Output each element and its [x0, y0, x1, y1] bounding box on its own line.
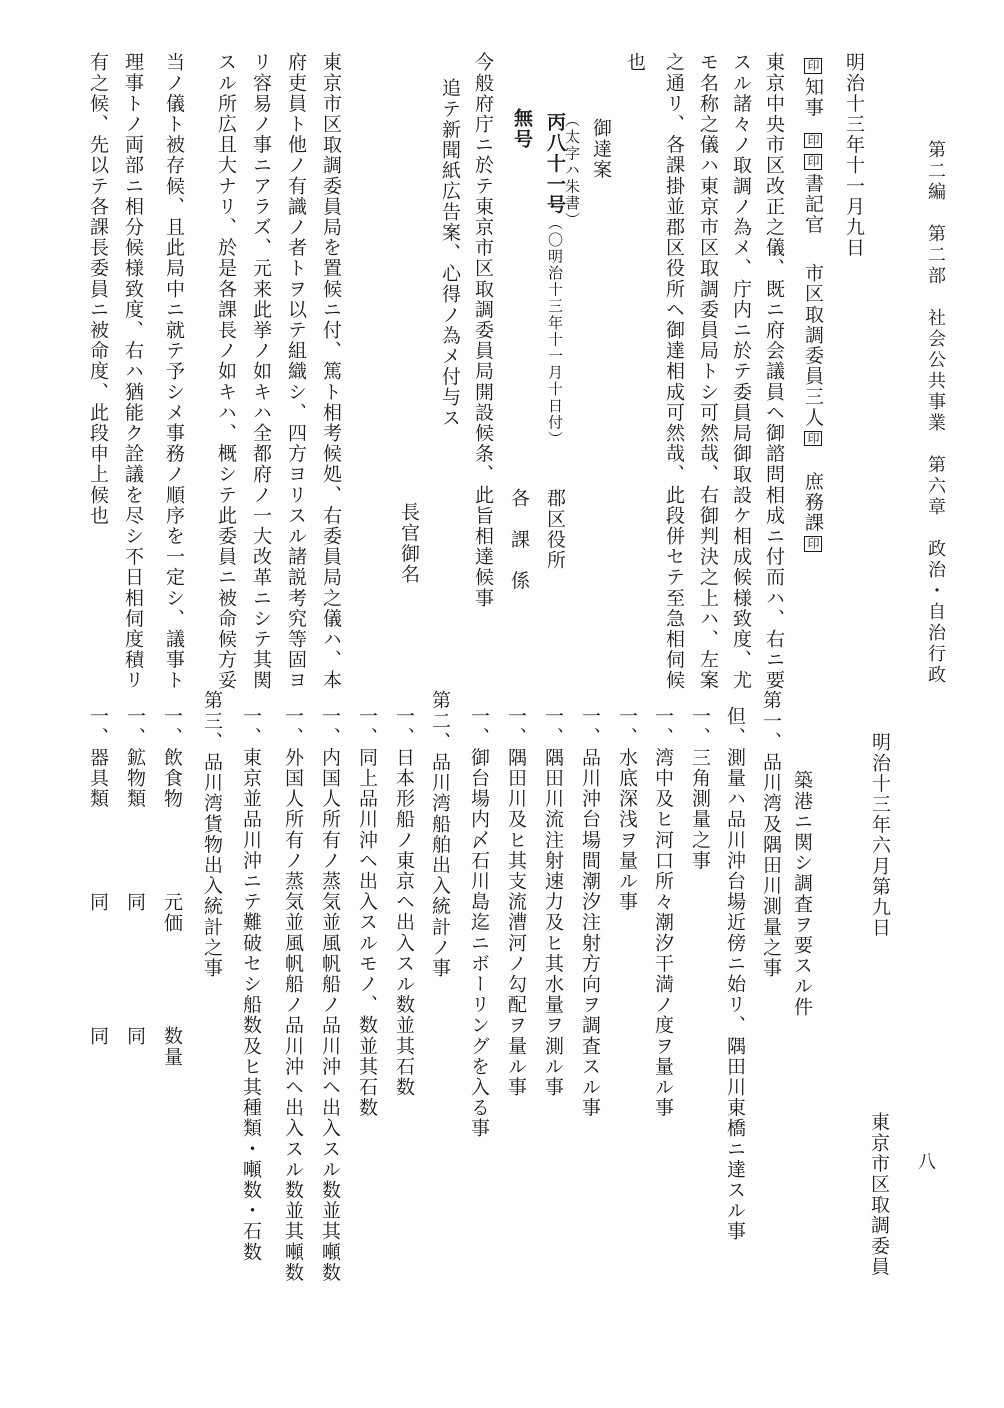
survey-line-3: 一、三角測量之事	[689, 706, 711, 871]
survey-line-9: 一、御台場内〆石川島迄ニボーリングを入る事	[468, 706, 490, 1139]
tatsu-number: 丙八十一号	[544, 112, 566, 215]
survey-line-11: 一、日本形船ノ東京ヘ出入スル数並其石数	[393, 706, 415, 1098]
survey-line-7: 一、隅田川流注射速力及ヒ其水量ヲ測ル事	[542, 706, 564, 1098]
top-date: 明治十三年十一月九日	[843, 52, 865, 258]
goods-item-1: 一、飲食物	[161, 706, 183, 809]
page-number: 八	[915, 1152, 936, 1172]
tatsu-number-line	[545, 112, 564, 447]
iin-seal-stamp: 印	[806, 431, 820, 446]
bottom-title: 築港ニ関シ調査ヲ要スル件	[791, 770, 813, 1018]
goods-item-2: 一、鉱物類	[124, 706, 146, 809]
signature-line	[803, 55, 822, 555]
chokan-signature: 長官御名	[398, 502, 420, 585]
shokikan-seal-stamp-1: 印	[806, 133, 820, 148]
goods-qty-2: 同	[124, 1026, 146, 1047]
survey-line-16: 第三、品川湾貨物出入統計之事	[201, 690, 223, 979]
survey-line-1: 第一、品川湾及隅田川測量之事	[760, 690, 782, 979]
goods-value-2: 同	[124, 892, 146, 913]
survey-line-2: 但、測量ハ品川沖台場近傍ニ始リ、隅田川東橋ニ達スル事	[724, 706, 746, 1242]
survey-line-10: 第二、品川湾船舶出入統計ノ事	[429, 690, 451, 979]
body-line-3: モ名称之儀ハ東京市区取調委員局トシ可然哉、右御判決之上ハ、左案	[697, 52, 719, 691]
survey-line-15: 一、東京並品川沖ニテ難破セシ船数及ヒ其種類・噸数・石数	[240, 706, 262, 1263]
second-body-line-4: スル所広且大ナリ、於是各課長ノ如キハ、概シテ此委員ニ被命候方妥	[215, 52, 237, 691]
goods-qty-3: 同	[87, 1026, 109, 1047]
body-line-4: 之通リ、各課掛並郡区役所ヘ御達相成可然哉、此段併セテ至急相伺候	[663, 52, 685, 691]
survey-line-14: 一、外国人所有ノ蒸気並風帆船ノ品川沖ヘ出入スル数並其噸数	[282, 706, 304, 1283]
second-body-line-3: リ容易ノ事ニアラズ、元来此挙ノ如キハ全都府ノ一大改革ニシテ其関	[250, 52, 272, 691]
bottom-date: 明治十三年六月第九日	[869, 732, 891, 938]
body-line-1: 東京中央市区改正之儀、既ニ府会議員ヘ御諮問相成ニ付而ハ、右ニ要	[763, 52, 785, 691]
second-body-line-2: 府吏員ト他ノ有識ノ者トヲ以テ組織シ、四方ヨリスル諸説考究等固ヨ	[285, 52, 307, 691]
shomuka-label: 庶務課	[802, 471, 824, 534]
tatsu-note: （太字ハ朱書）	[563, 112, 581, 229]
second-body-line-5: 当ノ儀ト被存候、且此局中ニ就テ予シメ事務ノ順序を一定シ、議事ト	[163, 52, 185, 691]
running-header: 第二編 第二部 社会公共事業 第六章 政治・自治行政	[925, 140, 946, 686]
survey-line-12: 一、同上品川沖ヘ出入スルモノ、数並其石数	[356, 706, 378, 1118]
tatsu-body-line-1: 今般府庁ニ於テ東京市区取調委員局開設候条、此旨相達候事	[472, 52, 494, 609]
body-line-5: 也	[624, 52, 646, 73]
goods-qty-1: 数量	[161, 1026, 183, 1068]
survey-line-8: 一、隅田川及ヒ其支流漕河ノ勾配ヲ量ル事	[505, 706, 527, 1098]
body-line-2: スル諸々ノ取調ノ為メ、庁内ニ於テ委員局御取設ケ相成候様致度、尤	[730, 52, 752, 691]
recipient-kaku-ka: 各 課 係	[508, 488, 530, 591]
shokikan-label: 書記官	[802, 173, 824, 235]
goods-value-1: 元価	[161, 892, 183, 934]
iin-label: 市区取調委員三人	[802, 262, 824, 428]
survey-line-5: 一、水底深浅ヲ量ル事	[616, 706, 638, 912]
second-body-line-6: 理事トノ両部ニ相分候様致度、右ハ猶能ク詮議を尽シ不日相伺度積リ	[122, 52, 144, 691]
tatsu-body-line-2: 追テ新聞紙広告案、心得ノ為メ付与ス	[439, 78, 461, 429]
shokikan-seal-stamp-2: 印	[806, 155, 820, 170]
chiji-label: 知事	[802, 76, 824, 118]
shomuka-seal-stamp: 印	[806, 537, 820, 551]
mugo-label: 無号	[511, 108, 533, 150]
chiji-seal-stamp: 印	[806, 59, 820, 73]
goods-item-3: 一、器具類	[87, 706, 109, 809]
tatsu-label: 御達案	[590, 118, 612, 180]
second-body-line-7: 有之候、先以テ各課長委員ニ被命度、此段申上候也	[87, 52, 109, 526]
survey-line-13: 一、内国人所有ノ蒸気並風帆船ノ品川沖ヘ出入スル数並其噸数	[319, 706, 341, 1283]
survey-line-4: 一、湾中及ヒ河口所々潮汐干満ノ度ヲ量ル事	[652, 706, 674, 1118]
tatsu-date: （〇明治十三年十一月十日付）	[546, 215, 564, 448]
bottom-author: 東京市区取調委員	[868, 1112, 890, 1277]
survey-line-6: 一、品川沖台場間潮汐注射方向ヲ調査スル事	[579, 706, 601, 1118]
second-body-line-1: 東京市区取調委員局を置候ニ付、篤ト相考候処、右委員局之儀ハ、本	[320, 52, 342, 691]
goods-value-3: 同	[87, 892, 109, 913]
recipient-gun-ku: 郡区役所	[544, 488, 566, 571]
